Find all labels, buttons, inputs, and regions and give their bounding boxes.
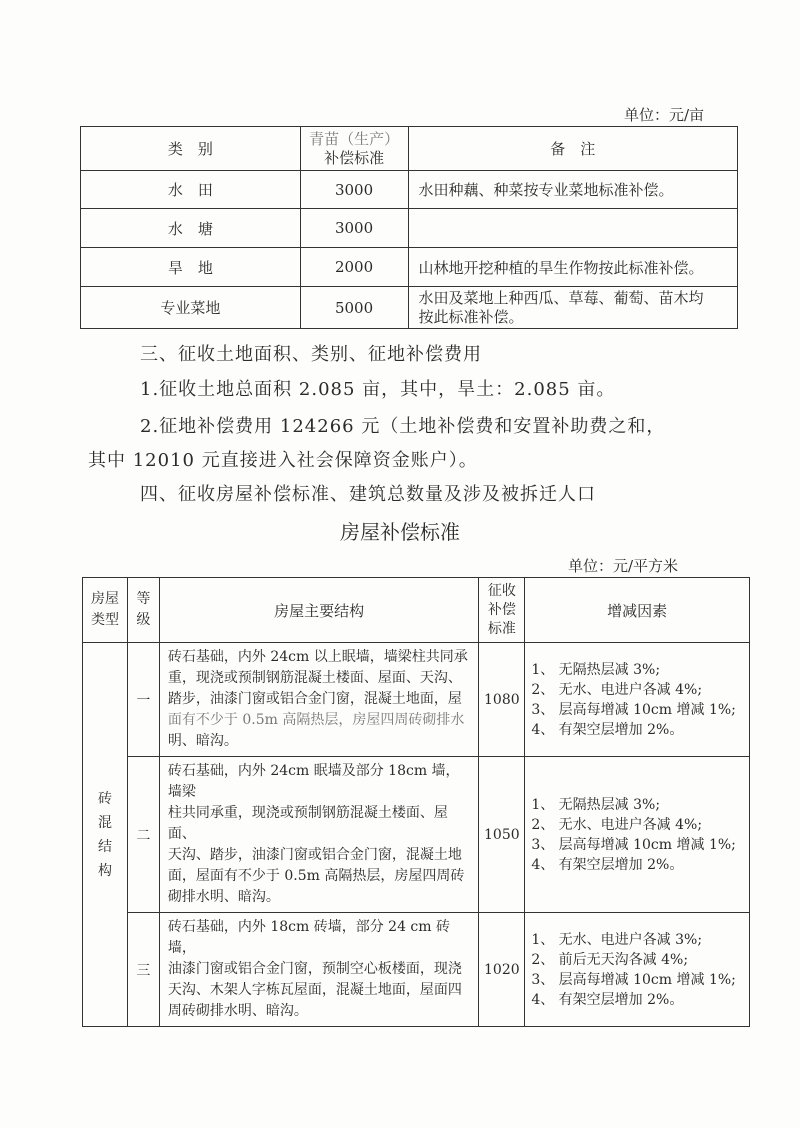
header-grade-line2: 级	[136, 612, 151, 628]
house-compensation-table	[82, 577, 750, 1027]
unit-label-top: 单位：元/亩	[624, 106, 705, 124]
row-category: 水 塘	[81, 209, 301, 248]
row-standard: 3000	[300, 209, 408, 248]
section-4-heading: 四、征收房屋补偿标准、建筑总数量及涉及被拆迁人口	[140, 484, 596, 505]
header-standard-line2: 补偿标准	[324, 148, 385, 167]
table-row	[83, 913, 750, 1027]
header-standard-line1: 青苗（生产）	[309, 129, 400, 148]
row-grade: 三	[127, 913, 159, 1027]
paragraph-land-area: 1.征收土地总面积 2.085 亩，其中，旱土：2.085 亩。	[140, 379, 616, 400]
factor-line: 1、 无水、电进户各减 3%;	[531, 931, 703, 948]
structure-line: 油漆门窗或铝合金门窗，预制空心板楼面，现浇	[167, 961, 462, 977]
structure-line: 砌排水明、暗沟。	[167, 889, 280, 905]
factor-line: 2、 无水、电进户各减 4%;	[531, 681, 703, 698]
row-standard: 5000	[300, 287, 408, 329]
header-grade-line1: 等	[136, 591, 151, 607]
house-type-char: 砖	[97, 790, 112, 807]
table-row	[81, 248, 738, 287]
table-row	[81, 171, 738, 209]
row-category: 旱 地	[81, 248, 301, 287]
header-house-type	[83, 578, 128, 643]
table-row	[81, 209, 738, 248]
factor-line: 4、 有架空层增加 2%。	[531, 856, 684, 873]
header-house-type-line1: 房屋	[90, 591, 119, 607]
header-standard	[479, 578, 525, 643]
factor-line: 3、 层高每增减 10cm 增减 1%;	[531, 971, 736, 988]
header-category: 类 别	[81, 127, 301, 171]
row-category: 水 田	[81, 171, 301, 209]
structure-line: 天沟、踏步，油漆门窗或铝合金门窗，混凝土地	[167, 847, 462, 863]
row-standard: 2000	[300, 248, 408, 287]
header-house-type-line2: 类型	[90, 612, 119, 628]
row-remark: 水田种藕、种菜按专业菜地标准补偿。	[408, 171, 738, 209]
row-structure	[159, 913, 478, 1027]
factor-line: 4、 有架空层增加 2%。	[531, 991, 684, 1008]
row-standard: 1050	[479, 757, 525, 913]
house-type-char: 构	[97, 862, 112, 879]
row-structure	[159, 757, 478, 913]
paragraph-compensation-line1: 2.征地补偿费用 124266 元（土地补偿费和安置补助费之和，	[140, 416, 666, 437]
table-header-row	[81, 127, 738, 171]
header-grade	[127, 578, 159, 643]
header-standard-line2: 补偿	[487, 601, 516, 618]
structure-line: 砖石基础，内外 18cm 砖墙，部分 24 cm 砖墙，	[167, 919, 451, 956]
house-type-cell	[83, 643, 128, 1027]
factor-line: 2、 无水、电进户各减 4%;	[531, 816, 703, 833]
structure-line: 柱共同承重，现浇或预制钢筋混凝土楼面、屋面、	[167, 805, 448, 842]
house-type-char: 结	[97, 838, 112, 855]
row-standard: 1020	[479, 913, 525, 1027]
header-standard-line1: 征收	[487, 582, 516, 599]
row-standard: 3000	[300, 171, 408, 209]
table-row	[83, 757, 750, 913]
table-row	[83, 643, 750, 757]
header-factors: 增减因素	[525, 578, 750, 643]
row-factors	[525, 757, 750, 913]
row-remark	[408, 209, 738, 248]
section-3-heading: 三、征收土地面积、类别、征地补偿费用	[140, 344, 482, 365]
table-row	[81, 287, 738, 329]
unit-label-house: 单位：元/平方米	[568, 557, 679, 575]
factor-line: 1、 无隔热层减 3%;	[531, 796, 661, 813]
row-standard: 1080	[479, 643, 525, 757]
row-remark	[408, 287, 738, 329]
factor-line: 1、 无隔热层减 3%;	[531, 661, 661, 678]
row-remark-line1: 水田及菜地上种西瓜、草莓、葡萄、苗木均	[418, 288, 704, 307]
structure-line: 明、暗沟。	[167, 733, 238, 749]
factor-line: 2、 前后无天沟各减 4%;	[531, 951, 689, 968]
row-remark: 山林地开挖种植的旱生作物按此标准补偿。	[408, 248, 738, 287]
table-header-row	[83, 578, 750, 643]
structure-line: 周砖砌排水明、暗沟。	[167, 1003, 308, 1019]
structure-line: 重，现浇或预制钢筋混凝土楼面、屋面、天沟、	[167, 670, 462, 686]
structure-line: 砖石基础，内外 24cm 眠墙及部分 18cm 墙，墙梁	[167, 763, 460, 800]
structure-line: 砖石基础，内外 24cm 以上眠墙，墙梁柱共同承	[167, 649, 468, 665]
factor-line: 4、 有架空层增加 2%。	[531, 721, 684, 738]
structure-line: 面有不少于 0.5m 高隔热层，房屋四周砖砌排水	[167, 712, 465, 728]
row-factors	[525, 643, 750, 757]
header-standard	[300, 127, 408, 171]
row-grade: 二	[127, 757, 159, 913]
factor-line: 3、 层高每增减 10cm 增减 1%;	[531, 836, 736, 853]
row-factors	[525, 913, 750, 1027]
row-grade: 一	[127, 643, 159, 757]
header-remark: 备 注	[408, 127, 738, 171]
header-structure: 房屋主要结构	[159, 578, 478, 643]
house-type-char: 混	[97, 814, 112, 831]
paragraph-compensation-line2: 其中 12010 元直接进入社会保障资金账户）。	[88, 450, 478, 471]
row-structure	[159, 643, 478, 757]
house-table-title: 房屋补偿标准	[340, 520, 460, 544]
structure-line: 天沟、木架人字栋瓦屋面，混凝土地面，屋面四	[167, 982, 462, 998]
factor-line: 3、 层高每增减 10cm 增减 1%;	[531, 701, 736, 718]
structure-line: 踏步，油漆门窗或铝合金门窗，混凝土地面，屋	[167, 691, 462, 707]
crop-compensation-table	[80, 126, 738, 329]
structure-line: 面，屋面有不少于 0.5m 高隔热层，房屋四周砖	[167, 868, 465, 884]
row-category: 专业菜地	[81, 287, 301, 329]
row-remark-line2: 按此标准补偿。	[418, 307, 524, 326]
header-standard-line3: 标准	[487, 620, 516, 637]
